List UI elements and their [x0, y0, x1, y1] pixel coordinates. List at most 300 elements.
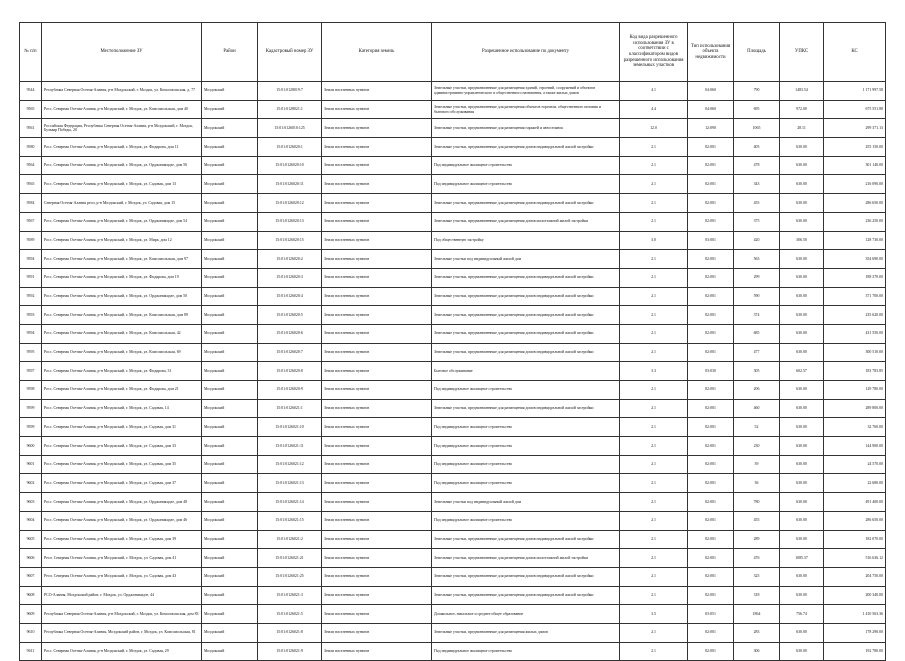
cell-usage-type: 02:001 [688, 474, 734, 493]
cell-num: 9599 [20, 399, 42, 418]
cell-permitted-use: Под индивидуальное жилищное строительство [432, 511, 620, 530]
cell-land-category: Земли населенных пунктов [322, 493, 432, 512]
cell-location: Росс. Северная Осетия-Алания, р-н Моздокский, г. Моздок, ул. Комсомольская, дом 40 [42, 100, 202, 119]
cell-num: 9597 [20, 362, 42, 381]
cell-num: 9593 [20, 306, 42, 325]
table-row [20, 399, 886, 418]
cell-upks: 602.57 [780, 362, 824, 381]
cell-district: Моздокский [202, 231, 258, 250]
table-row [20, 567, 886, 586]
cell-district: Моздокский [202, 287, 258, 306]
cell-land-category: Земли населенных пунктов [322, 474, 432, 493]
cell-area: 455 [734, 511, 780, 530]
cell-cadastral-number: 15:01:0126021:15 [258, 511, 322, 530]
land-plot-table [19, 22, 886, 661]
cell-ks: 491 400.00 [824, 493, 886, 512]
table-row [20, 530, 886, 549]
cell-location: Росс. Северная Осетия-Алания, р-н Моздокский, г. Моздок, ул. Садовая, 14 [42, 399, 202, 418]
cell-location: Росс. Северная Осетия-Алания, р-н Моздокский, г. Моздок, ул. Комсомольская, 42 [42, 324, 202, 343]
cell-district: Моздокский [202, 418, 258, 437]
cell-permitted-use: Под индивидуальное жилищное строительство [432, 437, 620, 456]
cell-upks: 630.00 [780, 511, 824, 530]
table-row [20, 231, 886, 250]
cell-district: Моздокский [202, 362, 258, 381]
cell-usage-type: 02:001 [688, 306, 734, 325]
cell-upks: 630.00 [780, 324, 824, 343]
cell-num: 9567 [20, 212, 42, 231]
cell-num: 9595 [20, 343, 42, 362]
cell-num: 9609 [20, 605, 42, 624]
cell-location: Росс. Северная Осетия-Алания, р-н Моздокский, г. Моздок, ул. Садовая, дом 39 [42, 530, 202, 549]
cell-permitted-use: Земельные участки, предназначенные для размещения домов малоэтажной жилой застройки [432, 212, 620, 231]
cell-area: 460 [734, 399, 780, 418]
cell-use-code: 2.1 [620, 399, 688, 418]
cell-num: 9565 [20, 100, 42, 119]
cell-upks: 630.00 [780, 418, 824, 437]
cell-usage-type: 02:001 [688, 194, 734, 213]
cell-location: РСО-Алания, Моздокский район, г. Моздок, ул. Орджоникидзе, 44 [42, 586, 202, 605]
cell-num: 9608 [20, 586, 42, 605]
cell-location: Республика Северная Осетия-Алания, р-н Моздокский, г. Моздок, ул. Комсомольская, дом 83 [42, 605, 202, 624]
cell-land-category: Земли населенных пунктов [322, 156, 432, 175]
cell-cadastral-number: 15:01:0126020:4 [258, 287, 322, 306]
cell-permitted-use: Земельные участки, предназначенные для размещения домов индивидуальной жилой застройки [432, 586, 620, 605]
header-area: Площадь [734, 23, 780, 82]
cell-ks: 32 760.00 [824, 418, 886, 437]
cell-land-category: Земли населенных пунктов [322, 250, 432, 269]
cell-use-code: 2.1 [620, 306, 688, 325]
cell-upks: 630.00 [780, 175, 824, 194]
cell-num: 9592 [20, 287, 42, 306]
table-header [20, 23, 886, 82]
cell-permitted-use: Под общественную застройку [432, 231, 620, 250]
cell-use-code: 2.1 [620, 287, 688, 306]
cell-permitted-use: Под индивидуальное жилищное строительство [432, 175, 620, 194]
table-row [20, 175, 886, 194]
cell-usage-type: 02:001 [688, 268, 734, 287]
cell-ks: 516 636.12 [824, 549, 886, 568]
cell-cadastral-number: 15:01:0126010:125 [258, 119, 322, 138]
cell-usage-type: 02:001 [688, 175, 734, 194]
cell-ks: 128 730.00 [824, 231, 886, 250]
cell-permitted-use: Земельные участки, предназначенные для размещения домов индивидуальной жилой застройки [432, 306, 620, 325]
cell-upks: 630.00 [780, 567, 824, 586]
cell-location: Росс. Северная Осетия-Алания, р-н Моздокский, г. Моздок, ул. Комсомольская, дом 89 [42, 306, 202, 325]
cell-use-code: 2.1 [620, 343, 688, 362]
table-row [20, 287, 886, 306]
table-row [20, 642, 886, 661]
cell-permitted-use: Земельные участки, предназначенные для размещения домов индивидуальной жилой застройки [432, 530, 620, 549]
cell-land-category: Земли населенных пунктов [322, 362, 432, 381]
cell-num: 9603 [20, 493, 42, 512]
cell-ks: 286 650.00 [824, 194, 886, 213]
cell-area: 590 [734, 287, 780, 306]
cell-upks: 630.00 [780, 194, 824, 213]
cell-area: 685 [734, 324, 780, 343]
cell-usage-type: 03:051 [688, 605, 734, 624]
cell-upks: 630.00 [780, 250, 824, 269]
cell-use-code: 2.1 [620, 549, 688, 568]
cell-land-category: Земли населенных пунктов [322, 100, 432, 119]
cell-permitted-use: Земельные участки, предназначенные для размещения домов индивидуальной жилой застройки [432, 138, 620, 157]
cell-cadastral-number: 15:01:0126021:9 [258, 642, 322, 661]
cell-ks: 289 800.00 [824, 399, 886, 418]
cell-usage-type: 03:001 [688, 231, 734, 250]
cell-usage-type: 04:060 [688, 82, 734, 101]
cell-usage-type: 02:001 [688, 623, 734, 642]
cell-upks: 306.50 [780, 231, 824, 250]
cell-permitted-use: Земельные участки под индивидуальный жилой дом [432, 250, 620, 269]
cell-num: 9607 [20, 567, 42, 586]
cell-area: 420 [734, 231, 780, 250]
cell-district: Моздокский [202, 455, 258, 474]
cell-district: Моздокский [202, 437, 258, 456]
cell-usage-type: 02:001 [688, 511, 734, 530]
cell-cadastral-number: 15:01:0126020:11 [258, 175, 322, 194]
cell-cadastral-number: 15:01:0126020:10 [258, 156, 322, 175]
cell-permitted-use: Под индивидуальное жилищное строительство [432, 642, 620, 661]
header-upks: УПКС [780, 23, 824, 82]
cell-location: Респ. Северная Осетия-Алания, р-н Моздокский, г. Моздок, ул. Садовая, дом 43 [42, 567, 202, 586]
cell-cadastral-number: 15:01:0126020:8 [258, 362, 322, 381]
registry-sheet [19, 22, 885, 661]
table-row [20, 605, 886, 624]
cell-ks: 188 370.00 [824, 268, 886, 287]
cell-area: 283 [734, 623, 780, 642]
cell-use-code: 12.0 [620, 119, 688, 138]
table-row [20, 493, 886, 512]
cell-ks: 182 070.00 [824, 530, 886, 549]
cell-area: 455 [734, 194, 780, 213]
cell-upks: 28.11 [780, 119, 824, 138]
cell-upks: 630.00 [780, 642, 824, 661]
cell-land-category: Земли населенных пунктов [322, 324, 432, 343]
cell-district: Моздокский [202, 100, 258, 119]
cell-cadastral-number: 15:01:0126021:1 [258, 399, 322, 418]
cell-use-code: 2.1 [620, 623, 688, 642]
cell-num: 9565 [20, 175, 42, 194]
cell-land-category: Земли населенных пунктов [322, 549, 432, 568]
cell-upks: 756.74 [780, 605, 824, 624]
cell-use-code: 2.1 [620, 474, 688, 493]
table-row [20, 343, 886, 362]
cell-district: Моздокский [202, 194, 258, 213]
cell-location: Росс. Северная Осетия-Алания, р-н Моздокский, г. Моздок, ул. Орджоникидзе, дом 56 [42, 156, 202, 175]
cell-district: Моздокский [202, 381, 258, 400]
cell-permitted-use: Земельные участки, предназначенные для размещения домов индивидуальной жилой застройки [432, 194, 620, 213]
cell-land-category: Земли населенных пунктов [322, 138, 432, 157]
cell-cadastral-number: 15:01:0126020:1 [258, 138, 322, 157]
cell-upks: 630.00 [780, 212, 824, 231]
cell-num: 9604 [20, 511, 42, 530]
header-land-category: Категория земель [322, 23, 432, 82]
cell-land-category: Земли населенных пунктов [322, 287, 432, 306]
cell-use-code: 3.3 [620, 362, 688, 381]
cell-use-code: 2.1 [620, 511, 688, 530]
cell-use-code: 2.1 [620, 642, 688, 661]
cell-cadastral-number: 15:01:0126020:9 [258, 381, 322, 400]
cell-district: Моздокский [202, 511, 258, 530]
cell-usage-type: 02:001 [688, 250, 734, 269]
header-use-code: Код вида разрешенного использования ЗУ в соответствии с классификатором видов разрешенного использования земельных участков [620, 23, 688, 82]
cell-ks: 354 690.00 [824, 250, 886, 269]
cell-area: 695 [734, 100, 780, 119]
header-cadastral-number: Кадастровый номер ЗУ [258, 23, 322, 82]
cell-district: Моздокский [202, 474, 258, 493]
cell-land-category: Земли населенных пунктов [322, 455, 432, 474]
cell-ks: 300 510.00 [824, 343, 886, 362]
cell-location: Росс. Северная Осетия-Алания, р-н Моздокский, г. Моздок, ул. Садовая, дом 13 [42, 175, 202, 194]
cell-use-code: 2.1 [620, 493, 688, 512]
table-row [20, 212, 886, 231]
cell-num: 9580 [20, 138, 42, 157]
cell-district: Моздокский [202, 119, 258, 138]
cell-land-category: Земли населенных пунктов [322, 399, 432, 418]
cell-location: Росс. Северная Осетия-Алания, р-н Моздокский, г. Моздок, ул. Комсомольская, 69 [42, 343, 202, 362]
cell-permitted-use: Земельные участки, предназначенные для размещения домов индивидуальной жилой застройки [432, 567, 620, 586]
table-row [20, 474, 886, 493]
cell-cadastral-number: 15:01:0126021:11 [258, 437, 322, 456]
cell-district: Моздокский [202, 324, 258, 343]
table-body [20, 82, 886, 661]
cell-upks: 630.00 [780, 287, 824, 306]
cell-num: 9602 [20, 474, 42, 493]
cell-permitted-use: Земельные участки, предназначенные для размещения жилых домов [432, 623, 620, 642]
cell-num: 9598 [20, 381, 42, 400]
cell-area: 405 [734, 138, 780, 157]
cell-upks: 630.00 [780, 381, 824, 400]
cell-cadastral-number: 15:01:0126021:5 [258, 605, 322, 624]
cell-area: 780 [734, 493, 780, 512]
cell-land-category: Земли населенных пунктов [322, 268, 432, 287]
cell-cadastral-number: 15:01:0126020:15 [258, 231, 322, 250]
cell-district: Моздокский [202, 530, 258, 549]
cell-ks: 371 700.00 [824, 287, 886, 306]
cell-permitted-use: Дошкольное, начальное и среднее общее образование [432, 605, 620, 624]
cell-use-code: 2.1 [620, 455, 688, 474]
cell-ks: 236 250.00 [824, 212, 886, 231]
header-ks: КС [824, 23, 886, 82]
cell-cadastral-number: 15:01:0126021:14 [258, 493, 322, 512]
cell-location: Росс. Северная Осетия-Алания, р-н Моздокский, г. Моздок, ул. Фидарова, дом 11 [42, 138, 202, 157]
cell-area: 306 [734, 642, 780, 661]
cell-land-category: Земли населенных пунктов [322, 231, 432, 250]
cell-permitted-use: Земельные участки, предназначенные для размещения домов индивидуальной жилой застройки [432, 324, 620, 343]
cell-use-code: 3.0 [620, 231, 688, 250]
cell-area: 230 [734, 437, 780, 456]
cell-use-code: 2.1 [620, 175, 688, 194]
cell-num: 9561 [20, 119, 42, 138]
cell-upks: 630.00 [780, 437, 824, 456]
cell-usage-type: 02:001 [688, 530, 734, 549]
cell-cadastral-number: 15:01:0126021:10 [258, 418, 322, 437]
cell-location: Росс. Северная Осетия-Алания, р-н Моздокский, г. Моздок, ул. Орджоникидзе, дом 50 [42, 287, 202, 306]
cell-ks: 431 550.00 [824, 324, 886, 343]
cell-num: 9584 [20, 194, 42, 213]
cell-land-category: Земли населенных пунктов [322, 82, 432, 101]
cell-cadastral-number: 15:01:0126020:3 [258, 268, 322, 287]
cell-cadastral-number: 15:01:0126021:3 [258, 586, 322, 605]
table-row [20, 437, 886, 456]
cell-usage-type: 02:001 [688, 156, 734, 175]
cell-use-code: 2.1 [620, 212, 688, 231]
cell-use-code: 2.1 [620, 138, 688, 157]
cell-district: Моздокский [202, 549, 258, 568]
cell-usage-type: 02:001 [688, 399, 734, 418]
cell-num: 9594 [20, 250, 42, 269]
table-row [20, 194, 886, 213]
cell-area: 305 [734, 362, 780, 381]
cell-land-category: Земли населенных пунктов [322, 343, 432, 362]
cell-location: Северная Осетия-Алания респ, р-н Моздокский, г. Моздок, ул. Садовая, дом 15 [42, 194, 202, 213]
cell-land-category: Земли населенных пунктов [322, 381, 432, 400]
cell-ks: 675 551.88 [824, 100, 886, 119]
cell-land-category: Земли населенных пунктов [322, 418, 432, 437]
cell-cadastral-number: 15:01:0126020:2 [258, 250, 322, 269]
cell-usage-type: 02:001 [688, 138, 734, 157]
cell-district: Моздокский [202, 493, 258, 512]
cell-district: Моздокский [202, 343, 258, 362]
cell-usage-type: 02:001 [688, 455, 734, 474]
cell-land-category: Земли населенных пунктов [322, 194, 432, 213]
cell-ks: 178 290.00 [824, 623, 886, 642]
cell-area: 477 [734, 343, 780, 362]
cell-location: Росс. Северная Осетия-Алания, р-н Моздокский, г. Моздок, ул. Садовая, дом 37 [42, 474, 202, 493]
cell-cadastral-number: 15:01:0126021:21 [258, 549, 322, 568]
cell-ks: 216 090.00 [824, 175, 886, 194]
cell-location: Республика Северная Осетия-Алания, Моздокский район, г. Моздок, ул. Комсомольская, 81 [42, 623, 202, 642]
cell-permitted-use: Под индивидуальное жилищное строительство [432, 455, 620, 474]
cell-location: Росс. Северная Осетия-Алания, р-н Моздокский, г. Моздок, ул. Комсомольская, дом 97 [42, 250, 202, 269]
cell-usage-type: 02:001 [688, 642, 734, 661]
cell-ks: 299 371.13 [824, 119, 886, 138]
table-row [20, 306, 886, 325]
cell-cadastral-number: 15:01:0126021:2 [258, 530, 322, 549]
cell-location: Респ. Северная Осетия-Алания, р-н Моздокский, г. Моздок, ул. Садовая, дом 41 [42, 549, 202, 568]
cell-num: 9601 [20, 455, 42, 474]
cell-use-code: 2.1 [620, 567, 688, 586]
cell-cadastral-number: 15:01:0128021:1 [258, 100, 322, 119]
cell-use-code: 2.1 [620, 156, 688, 175]
cell-area: 1065 [734, 119, 780, 138]
cell-permitted-use: Земельные участки, предназначенные для размещения домов индивидуальной жилой застройки [432, 287, 620, 306]
cell-use-code: 2.1 [620, 437, 688, 456]
header-location: Местоположение ЗУ [42, 23, 202, 82]
cell-land-category: Земли населенных пунктов [322, 306, 432, 325]
cell-district: Моздокский [202, 623, 258, 642]
cell-use-code: 2.1 [620, 268, 688, 287]
cell-district: Моздокский [202, 250, 258, 269]
cell-area: 325 [734, 567, 780, 586]
cell-usage-type: 02:001 [688, 549, 734, 568]
header-row [20, 23, 886, 82]
cell-location: Росс. Северная Осетия-Алания, р-н Моздокский, г. Моздок, ул. Фидарова, дом 19 [42, 268, 202, 287]
cell-cadastral-number: 15:01:0126020:12 [258, 194, 322, 213]
cell-upks: 630.00 [780, 156, 824, 175]
header-num: № п/п [20, 23, 42, 82]
table-row [20, 100, 886, 119]
cell-district: Моздокский [202, 212, 258, 231]
cell-use-code: 3.5 [620, 605, 688, 624]
cell-area: 476 [734, 549, 780, 568]
table-row [20, 324, 886, 343]
cell-permitted-use: Под индивидуальное жилищное строительство [432, 418, 620, 437]
cell-location: Росс. Северная Осетия-Алания, р-н Моздокский, г. Моздок, ул. Орджоникидзе, дом 54 [42, 212, 202, 231]
cell-ks: 286 650.00 [824, 511, 886, 530]
cell-land-category: Земли населенных пунктов [322, 530, 432, 549]
header-usage-type: Тип использования объекта недвижимости [688, 23, 734, 82]
cell-area: 39 [734, 455, 780, 474]
cell-permitted-use: Земельные участки, предназначенные для размещения домов индивидуальной жилой застройки [432, 343, 620, 362]
cell-use-code: 2.1 [620, 418, 688, 437]
cell-permitted-use: Под индивидуальное жилищное строительство [432, 474, 620, 493]
cell-district: Моздокский [202, 156, 258, 175]
cell-permitted-use: Земельные участки под индивидуальный жилой дом [432, 493, 620, 512]
cell-land-category: Земли населенных пунктов [322, 511, 432, 530]
cell-area: 289 [734, 530, 780, 549]
cell-location: Росс. Северная Осетия-Алания, р-н Моздокский, г. Моздок, ул. Садовая, дом 33 [42, 437, 202, 456]
cell-usage-type: 02:001 [688, 437, 734, 456]
cell-land-category: Земли населенных пунктов [322, 642, 432, 661]
cell-ks: 24 570.00 [824, 455, 886, 474]
cell-district: Моздокский [202, 175, 258, 194]
cell-num: 9564 [20, 156, 42, 175]
cell-upks: 1085.37 [780, 549, 824, 568]
cell-ks: 1 410 563.36 [824, 605, 886, 624]
cell-district: Моздокский [202, 642, 258, 661]
cell-location: Росс. Северная Осетия-Алания, р-н Моздокский, г. Моздок, ул. Садовая, дом 35 [42, 455, 202, 474]
cell-upks: 630.00 [780, 306, 824, 325]
cell-num: 9606 [20, 549, 42, 568]
cell-area: 318 [734, 586, 780, 605]
table-row [20, 623, 886, 642]
cell-land-category: Земли населенных пунктов [322, 586, 432, 605]
cell-location: Росс. Северная Осетия-Алания, р-н Моздокский, г. Моздок, ул. Орджоникидзе, дом 48 [42, 493, 202, 512]
table-row [20, 156, 886, 175]
cell-use-code: 4.1 [620, 82, 688, 101]
cell-num: 9589 [20, 231, 42, 250]
cell-ks: 200 340.00 [824, 586, 886, 605]
cell-district: Моздокский [202, 306, 258, 325]
cell-district: Моздокский [202, 567, 258, 586]
cell-area: 478 [734, 156, 780, 175]
cell-ks: 301 140.00 [824, 156, 886, 175]
cell-use-code: 2.1 [620, 381, 688, 400]
cell-upks: 630.00 [780, 623, 824, 642]
table-row [20, 381, 886, 400]
cell-land-category: Земли населенных пунктов [322, 437, 432, 456]
cell-permitted-use: Земельные участки, предназначенные для размещения объектов торговли, общественного питания и бытового обслуживания [432, 100, 620, 119]
cell-usage-type: 02:001 [688, 381, 734, 400]
cell-usage-type: 02:001 [688, 418, 734, 437]
cell-area: 52 [734, 418, 780, 437]
cell-ks: 129 780.00 [824, 381, 886, 400]
cell-land-category: Земли населенных пунктов [322, 567, 432, 586]
cell-permitted-use: Земельные участки, предназначенные для размещения домов индивидуальной жилой застройки [432, 268, 620, 287]
cell-usage-type: 02:001 [688, 586, 734, 605]
cell-area: 375 [734, 212, 780, 231]
cell-upks: 630.00 [780, 399, 824, 418]
cell-area: 1864 [734, 605, 780, 624]
cell-permitted-use: Бытовое обслуживание [432, 362, 620, 381]
table-row [20, 119, 886, 138]
cell-land-category: Земли населенных пунктов [322, 175, 432, 194]
cell-ks: 183 783.85 [824, 362, 886, 381]
cell-use-code: 2.1 [620, 250, 688, 269]
cell-district: Моздокский [202, 399, 258, 418]
cell-area: 563 [734, 250, 780, 269]
cell-location: Росс. Северная Осетия-Алания, р-н Моздокский, г. Моздок, ул. Садовая, дом 31 [42, 418, 202, 437]
